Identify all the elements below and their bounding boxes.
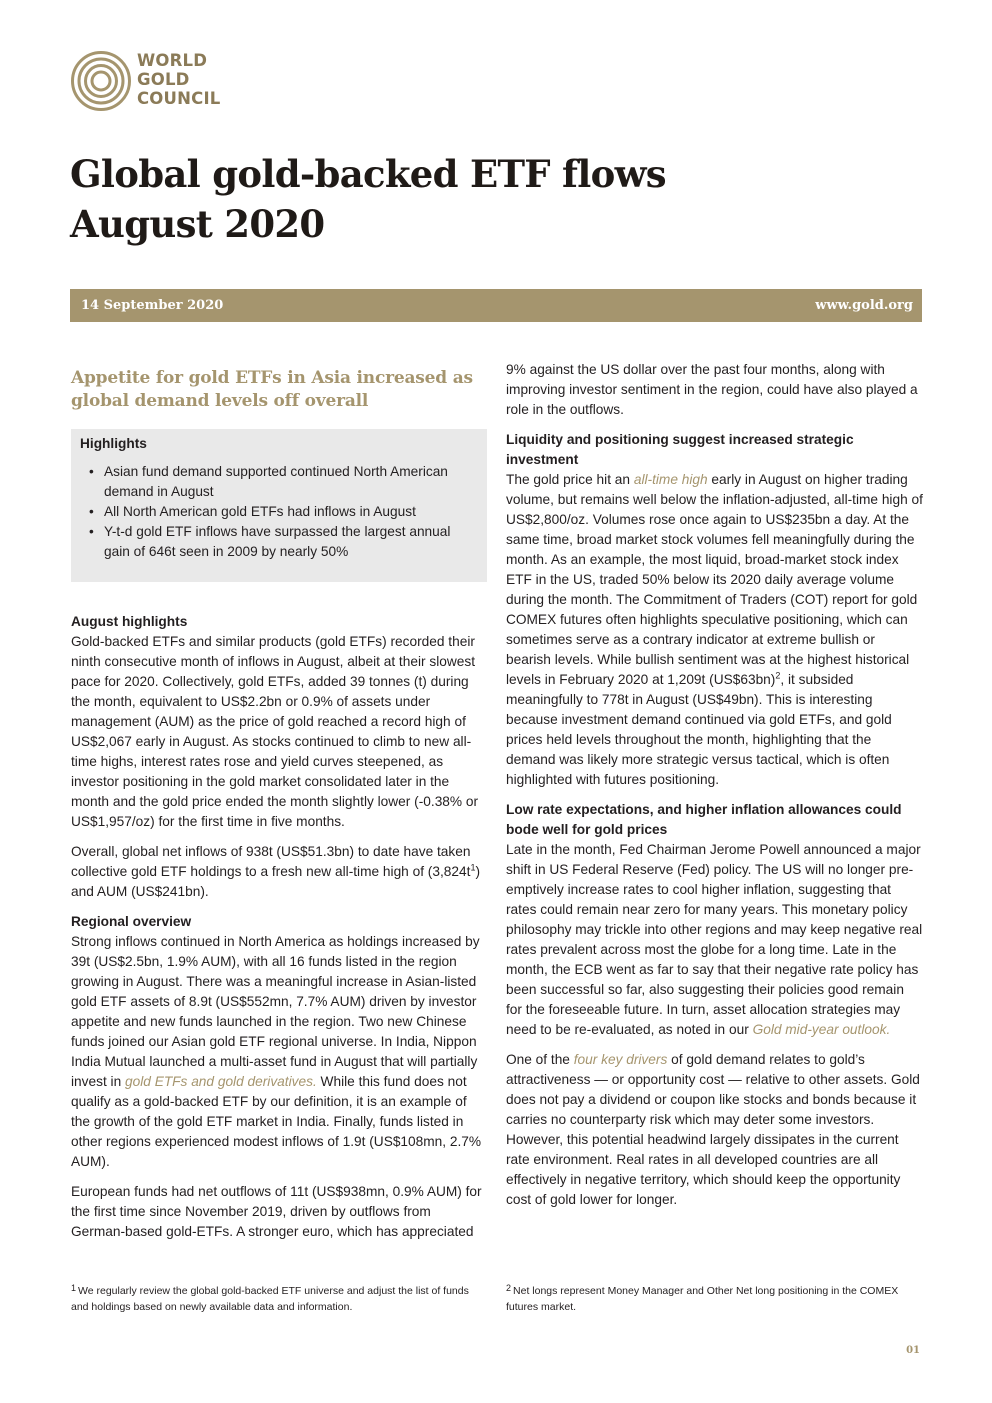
overall-paragraph bbox=[71, 842, 487, 902]
gold-etfs-link[interactable]: gold ETFs and gold derivatives. bbox=[125, 1074, 317, 1089]
footnote-number: 1 bbox=[71, 1283, 77, 1293]
four-key-drivers-link[interactable]: four key drivers bbox=[573, 1052, 668, 1067]
regional-paragraph bbox=[71, 932, 487, 1172]
low-rate-title: Low rate expectations, and higher inflation allowances could bode well for gold prices bbox=[506, 802, 902, 837]
liquidity-paragraph bbox=[506, 470, 923, 790]
all-time-high-link[interactable]: all-time high bbox=[633, 472, 708, 487]
low-rate-paragraph bbox=[506, 840, 923, 1040]
publication-date: 14 September 2020 bbox=[81, 298, 224, 313]
logo-line-world: WORLD bbox=[137, 51, 208, 70]
footnote-text: Net longs represent Money Manager and Other Net long positioning in the COMEX futures market. bbox=[506, 1285, 899, 1313]
regional-text-b: While this fund does not qualify as a gold-backed ETF by our definition, it is an example of the growth of the gold ETF market in India. Finally, funds listed in other regions experienced modest inflows of 1.9t (US$108mn, 2.7% AUM). bbox=[71, 1074, 482, 1169]
highlights-title: Highlights bbox=[80, 436, 147, 451]
page-subtitle: August 2020 bbox=[70, 202, 325, 246]
footnote-ref-2[interactable]: 2 bbox=[775, 670, 781, 681]
drivers-text-b: of gold demand relates to gold’s attractiveness — or opportunity cost — relative to other assets. Gold does not pay a dividend or coupon like stocks and bonds because it carries no counterparty risk which may deter some investors. However, this potential headwind largely dissipates in the current rate environment. Real rates in all developed countries are all effectively in negative territory, which should keep the opportunity cost of gold lower for longer. bbox=[506, 1052, 920, 1207]
date-band bbox=[70, 289, 922, 322]
highlights-list bbox=[80, 462, 479, 562]
footnote-2 bbox=[506, 1283, 918, 1315]
drivers-text-a: One of the bbox=[506, 1052, 574, 1067]
liquidity-text-a: The gold price hit an bbox=[506, 472, 634, 487]
low-rate-text: Late in the month, Fed Chairman Jerome Powell announced a major shift in US Federal Reserve (Fed) policy. The US will no longer pre-emptively increase rates to cool higher inflation, suggesting that rates could remain near zero for many years. This monetary policy philosophy may trickle into other regions and may keep negative real rates prevalent across most the globe for a long time. Late in the month, the ECB went as far to say that their negative rate policy has been successful so far, also suggesting their policies good remain for the foreseeable future. In turn, asset allocation strategies may need to be re-evaluated, as noted in our bbox=[506, 842, 923, 1037]
liquidity-text-b: early in August on higher trading volume, but remains well below the inflation-adjusted, all-time high of US$2,800/oz. Volumes rose once again to US$235bn a day. At the same time, broad market stock volumes fell meaningfully during the month. As an example, the most liquid, broad-market stock index ETF in the US, traded 50% below its 2020 daily average volume during the month. The Commitment of Traders (COT) report for gold COMEX futures often highlights speculative positioning, which can sometimes serve as a contrary indicator at extreme bullish or bearish levels. While bullish sentiment was at the highest historical levels in February 2020 at 1,209t (US$63bn) bbox=[506, 472, 923, 687]
overall-text-b: ) and AUM (US$241bn). bbox=[71, 864, 481, 899]
footnote-ref-1[interactable]: 1 bbox=[470, 862, 476, 873]
august-highlights-paragraph: Gold-backed ETFs and similar products (gold ETFs) recorded their ninth consecutive month of inflows in August, albeit at their slowest pace for 2020. Collectively, gold ETFs, added 39 tonnes (t) during the month, equivalent to US$2.2bn or 0.9% of assets under management (AUM) as the price of gold reached a record high of US$2,067 early in August. As stocks continued to climb to new all-time highs, interest rates rose and yield curves steepened, as investor positioning in the gold market consolidated later in the month and the gold price ended the month slightly lower (-0.38% or US$1,957/oz) for the first time in five months. bbox=[71, 634, 479, 829]
highlight-item: • All North American gold ETFs had inflows in August bbox=[95, 502, 479, 522]
highlights-box bbox=[71, 429, 487, 582]
footnote-1 bbox=[71, 1283, 483, 1315]
liquidity-title: Liquidity and positioning suggest increased strategic investment bbox=[506, 432, 854, 467]
logo-line-council: COUNCIL bbox=[137, 89, 221, 108]
left-column bbox=[71, 367, 487, 1242]
liquidity-text-c: , it subsided meaningfully to 778t in August (US$49bn). This is interesting because investment demand continued via gold ETFs, and gold prices held levels throughout the month, highlighting that the demand was likely more strategic versus tactical, which is often highlighted with futures positioning. bbox=[506, 672, 892, 787]
mid-year-outlook-link[interactable]: Gold mid-year outlook. bbox=[752, 1022, 891, 1037]
highlight-item: • Y-t-d gold ETF inflows have surpassed the largest annual gain of 646t seen in 2009 by nearly 50% bbox=[95, 522, 479, 562]
european-funds-paragraph: European funds had net outflows of 11t (US$938mn, 0.9% AUM) for the first time since November 2019, driven by outflows from German-based gold-ETFs. A stronger euro, which has appreciated bbox=[71, 1184, 482, 1239]
regional-text-a: Strong inflows continued in North America as holdings increased by 39t (US$2.5bn, 1.9% AUM), with all 16 funds listed in the region growing in August. There was a meaningful increase in Asian-listed gold ETF assets of 8.9t (US$552mn, 7.7% AUM) driven by investor appetite and new funds launched in the region. Two new Chinese funds joined our Asian gold ETF regional universe. In India, Nippon India Mutual launched a multi-asset fund in August that will partially invest in bbox=[71, 934, 480, 1089]
logo-wordmark bbox=[137, 51, 221, 108]
page-title: Global gold-backed ETF flows bbox=[70, 152, 666, 196]
section-heading: Appetite for gold ETFs in Asia increased as global demand levels off overall bbox=[71, 368, 473, 411]
continued-paragraph: 9% against the US dollar over the past four months, along with improving investor sentiment in the region, could have also played a role in the outflows. bbox=[506, 362, 918, 417]
overall-text-a: Overall, global net inflows of 938t (US$51.3bn) to date have taken collective gold ETF holdings to a fresh new all-time high of (3,824t bbox=[71, 844, 471, 879]
august-highlights-title: August highlights bbox=[71, 614, 188, 629]
footnote-number: 2 bbox=[506, 1283, 512, 1293]
drivers-paragraph bbox=[506, 1050, 923, 1210]
logo-line-gold: GOLD bbox=[137, 70, 190, 89]
page-number: 01 bbox=[906, 1345, 920, 1356]
world-gold-council-logo bbox=[70, 50, 240, 112]
highlight-item: • Asian fund demand supported continued North American demand in August bbox=[95, 462, 479, 502]
website-link[interactable]: www.gold.org bbox=[815, 298, 913, 313]
footnote-text: We regularly review the global gold-backed ETF universe and adjust the list of funds and holdings based on newly available data and information. bbox=[71, 1285, 469, 1313]
regional-overview-title: Regional overview bbox=[71, 914, 192, 929]
right-column bbox=[506, 360, 923, 1210]
concentric-circles-logo-icon bbox=[70, 50, 132, 112]
